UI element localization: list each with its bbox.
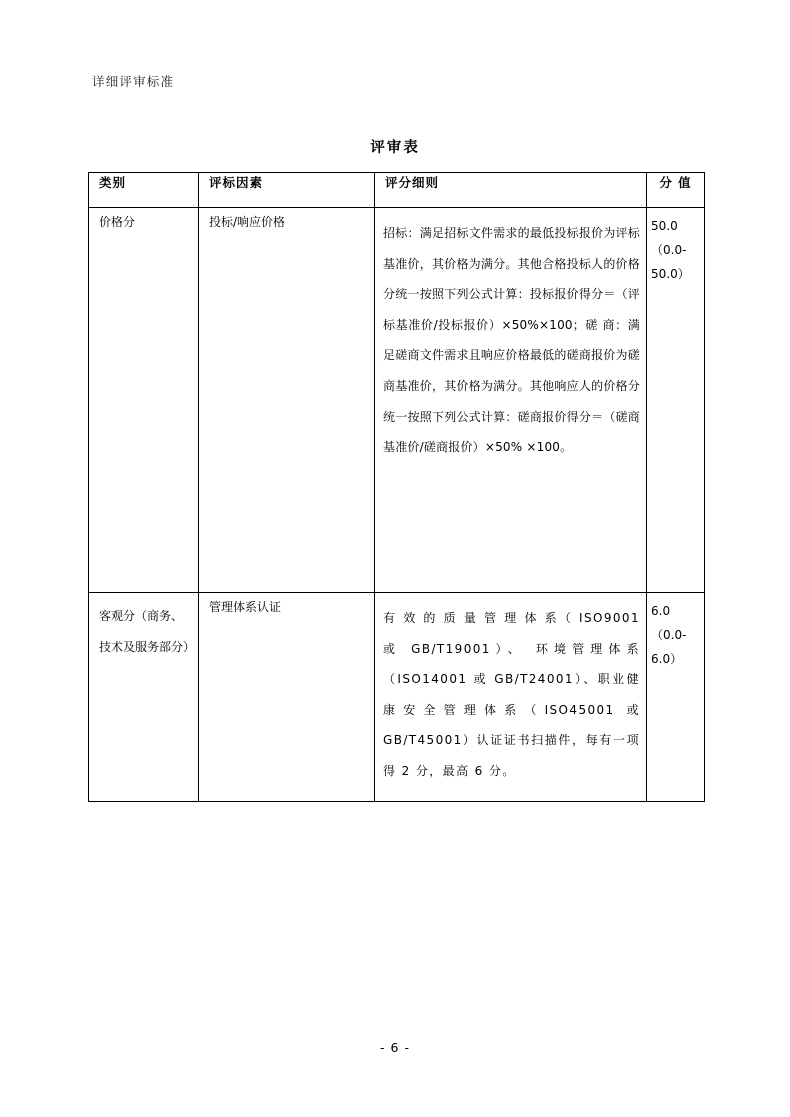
page-title: 评审表 <box>370 140 420 156</box>
row-objective-factor-label: 管理体系认证 <box>209 600 282 614</box>
table-header <box>89 173 705 208</box>
row-objective-score <box>647 593 705 802</box>
column-header-factor-label: 评标因素 <box>209 175 264 190</box>
row-price-factor <box>199 208 375 593</box>
column-header-category <box>89 173 199 208</box>
row-price-category <box>89 208 199 593</box>
footer-page-number: - 6 - <box>380 1040 410 1055</box>
row-price-factor-label: 投标/响应价格 <box>209 215 286 229</box>
row-price-score-value: 50.0 <box>651 219 678 233</box>
header-note: 详细评审标准 <box>92 74 175 89</box>
column-header-factor <box>199 173 375 208</box>
row-objective-factor <box>199 593 375 802</box>
table-row <box>89 208 705 593</box>
table-row <box>89 593 705 802</box>
column-header-category-label: 类别 <box>99 175 127 190</box>
table-body <box>89 208 705 802</box>
column-header-score <box>647 173 705 208</box>
review-table <box>88 172 705 802</box>
row-objective-category <box>89 593 199 802</box>
row-price-detail <box>375 208 647 593</box>
row-price-score-group <box>647 208 704 292</box>
table-header-row <box>89 173 705 208</box>
row-objective-category-label: 客观分（商务、技术及服务部分） <box>99 609 196 654</box>
row-objective-score-range: （0.0-6.0） <box>651 628 687 666</box>
row-price-score <box>647 208 705 593</box>
row-objective-detail <box>375 593 647 802</box>
row-objective-detail-text: 有 效 的 质 量 管 理 体 系（ ISO9001 或 GB/T19001）、 环境管理体系（ISO14001 或 GB/T24001）、职业健康安全管理体系（ISO45001 或 GB/T45001）认证证书扫描件，每有一项得 2 分，最高 6 分。 <box>383 611 640 778</box>
column-header-score-label: 分 值 <box>659 175 692 190</box>
row-objective-score-group <box>647 593 704 677</box>
row-price-category-label: 价格分 <box>99 215 136 229</box>
row-price-detail-text: 招标：满足招标文件需求的最低投标报价为评标基准价，其价格为满分。其他合格投标人的价格分统一按照下列公式计算：投标报价得分＝（评标基准价/投标报价）×50%×100；磋 商：满足磋商文件需求且响应价格最低的磋商报价为磋商基准价，其价格为满分。其他响应人的价格分统一按照下列公式计算：磋商报价得分＝（磋商基准价/磋商报价）×50% ×100。 <box>383 226 640 455</box>
column-header-detail <box>375 173 647 208</box>
row-price-score-range: （0.0-50.0） <box>651 243 690 281</box>
column-header-detail-label: 评分细则 <box>385 175 440 190</box>
row-objective-score-value: 6.0 <box>651 604 671 618</box>
